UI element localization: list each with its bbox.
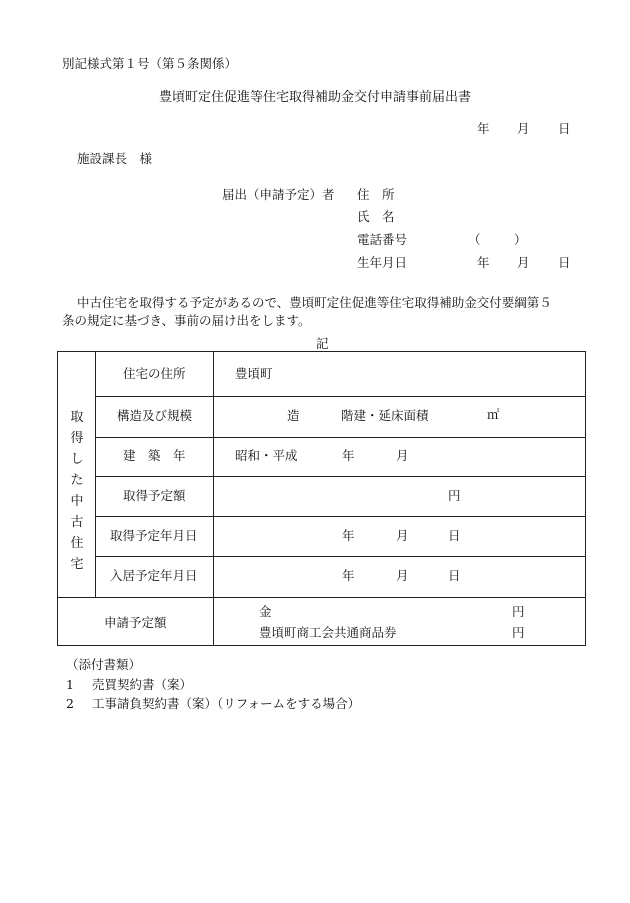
price-unit: 円 [448, 488, 461, 503]
form-reference: 別記様式第１号（第５条関係） [62, 56, 238, 71]
row-label-apply-amount: 申請予定額 [104, 615, 167, 630]
date-month: 月 [517, 121, 530, 136]
column-divider [213, 352, 214, 645]
phone-paren-open: （ [468, 232, 481, 247]
attachments-heading: （添付書類） [66, 657, 142, 672]
phone-paren-close: ） [514, 232, 527, 247]
row-divider [95, 516, 585, 517]
group-label-acquired-house [58, 407, 96, 575]
birth-month: 月 [517, 255, 530, 270]
apply-voucher-label: 豊頃町商工会共通商品券 [259, 625, 397, 640]
attachment-item-2: 工事請負契約書（案）（リフォームをする場合） [92, 696, 361, 711]
structure-unit: ㎡ [487, 407, 500, 422]
apply-kin-label: 金 [259, 604, 272, 619]
row-divider [58, 597, 585, 598]
attachment-num-1: 1 [66, 677, 74, 692]
built-era: 昭和・平成 [235, 448, 298, 463]
row-label-move-in-date: 入居予定年月日 [110, 568, 198, 583]
row-divider [95, 396, 585, 397]
row-divider [95, 556, 585, 557]
structure-zo: 造 [287, 408, 300, 423]
date-year: 年 [477, 121, 490, 136]
structure-floors-area: 階建・延床面積 [341, 408, 429, 423]
ki-heading: 記 [316, 336, 329, 351]
application-table [57, 351, 586, 646]
address-label: 住 所 [357, 187, 395, 202]
addressee: 施設課長 様 [77, 151, 153, 166]
move-day-unit: 日 [448, 568, 461, 583]
move-year-unit: 年 [342, 568, 355, 583]
attachment-num-2: 2 [66, 696, 74, 711]
row-divider [95, 476, 585, 477]
row-divider [95, 437, 585, 438]
built-year-unit: 年 [342, 448, 355, 463]
birthdate-label: 生年月日 [357, 255, 408, 270]
body-text-line-1: 中古住宅を取得する予定があるので、豊頃町定住促進等住宅取得補助金交付要綱第５ [77, 295, 552, 310]
move-month-unit: 月 [396, 568, 409, 583]
apply-kin-unit: 円 [512, 604, 525, 619]
applicant-label: 届出（申請予定）者 [222, 187, 335, 202]
birth-year: 年 [477, 255, 490, 270]
row-label-price: 取得予定額 [123, 488, 186, 503]
built-month-unit: 月 [396, 448, 409, 463]
name-label: 氏 名 [357, 209, 395, 224]
acq-day-unit: 日 [448, 528, 461, 543]
date-day: 日 [558, 121, 571, 136]
row-label-address: 住宅の住所 [123, 366, 186, 381]
birth-day: 日 [558, 255, 571, 270]
attachment-item-1: 売買契約書（案） [92, 677, 193, 692]
row-label-acquisition-date: 取得予定年月日 [110, 528, 198, 543]
acq-month-unit: 月 [396, 528, 409, 543]
row-label-built-year: 建 築 年 [123, 448, 186, 463]
acq-year-unit: 年 [342, 528, 355, 543]
phone-label: 電話番号 [357, 232, 408, 247]
apply-voucher-unit: 円 [512, 625, 525, 640]
address-value: 豊頃町 [235, 366, 273, 381]
row-label-structure: 構造及び規模 [117, 408, 193, 423]
page-title: 豊頃町定住促進等住宅取得補助金交付申請事前届出書 [159, 90, 472, 105]
group-label-text: 取得した中古住宅 [70, 410, 84, 572]
body-text-line-2: 条の規定に基づき、事前の届け出をします。 [62, 313, 311, 328]
